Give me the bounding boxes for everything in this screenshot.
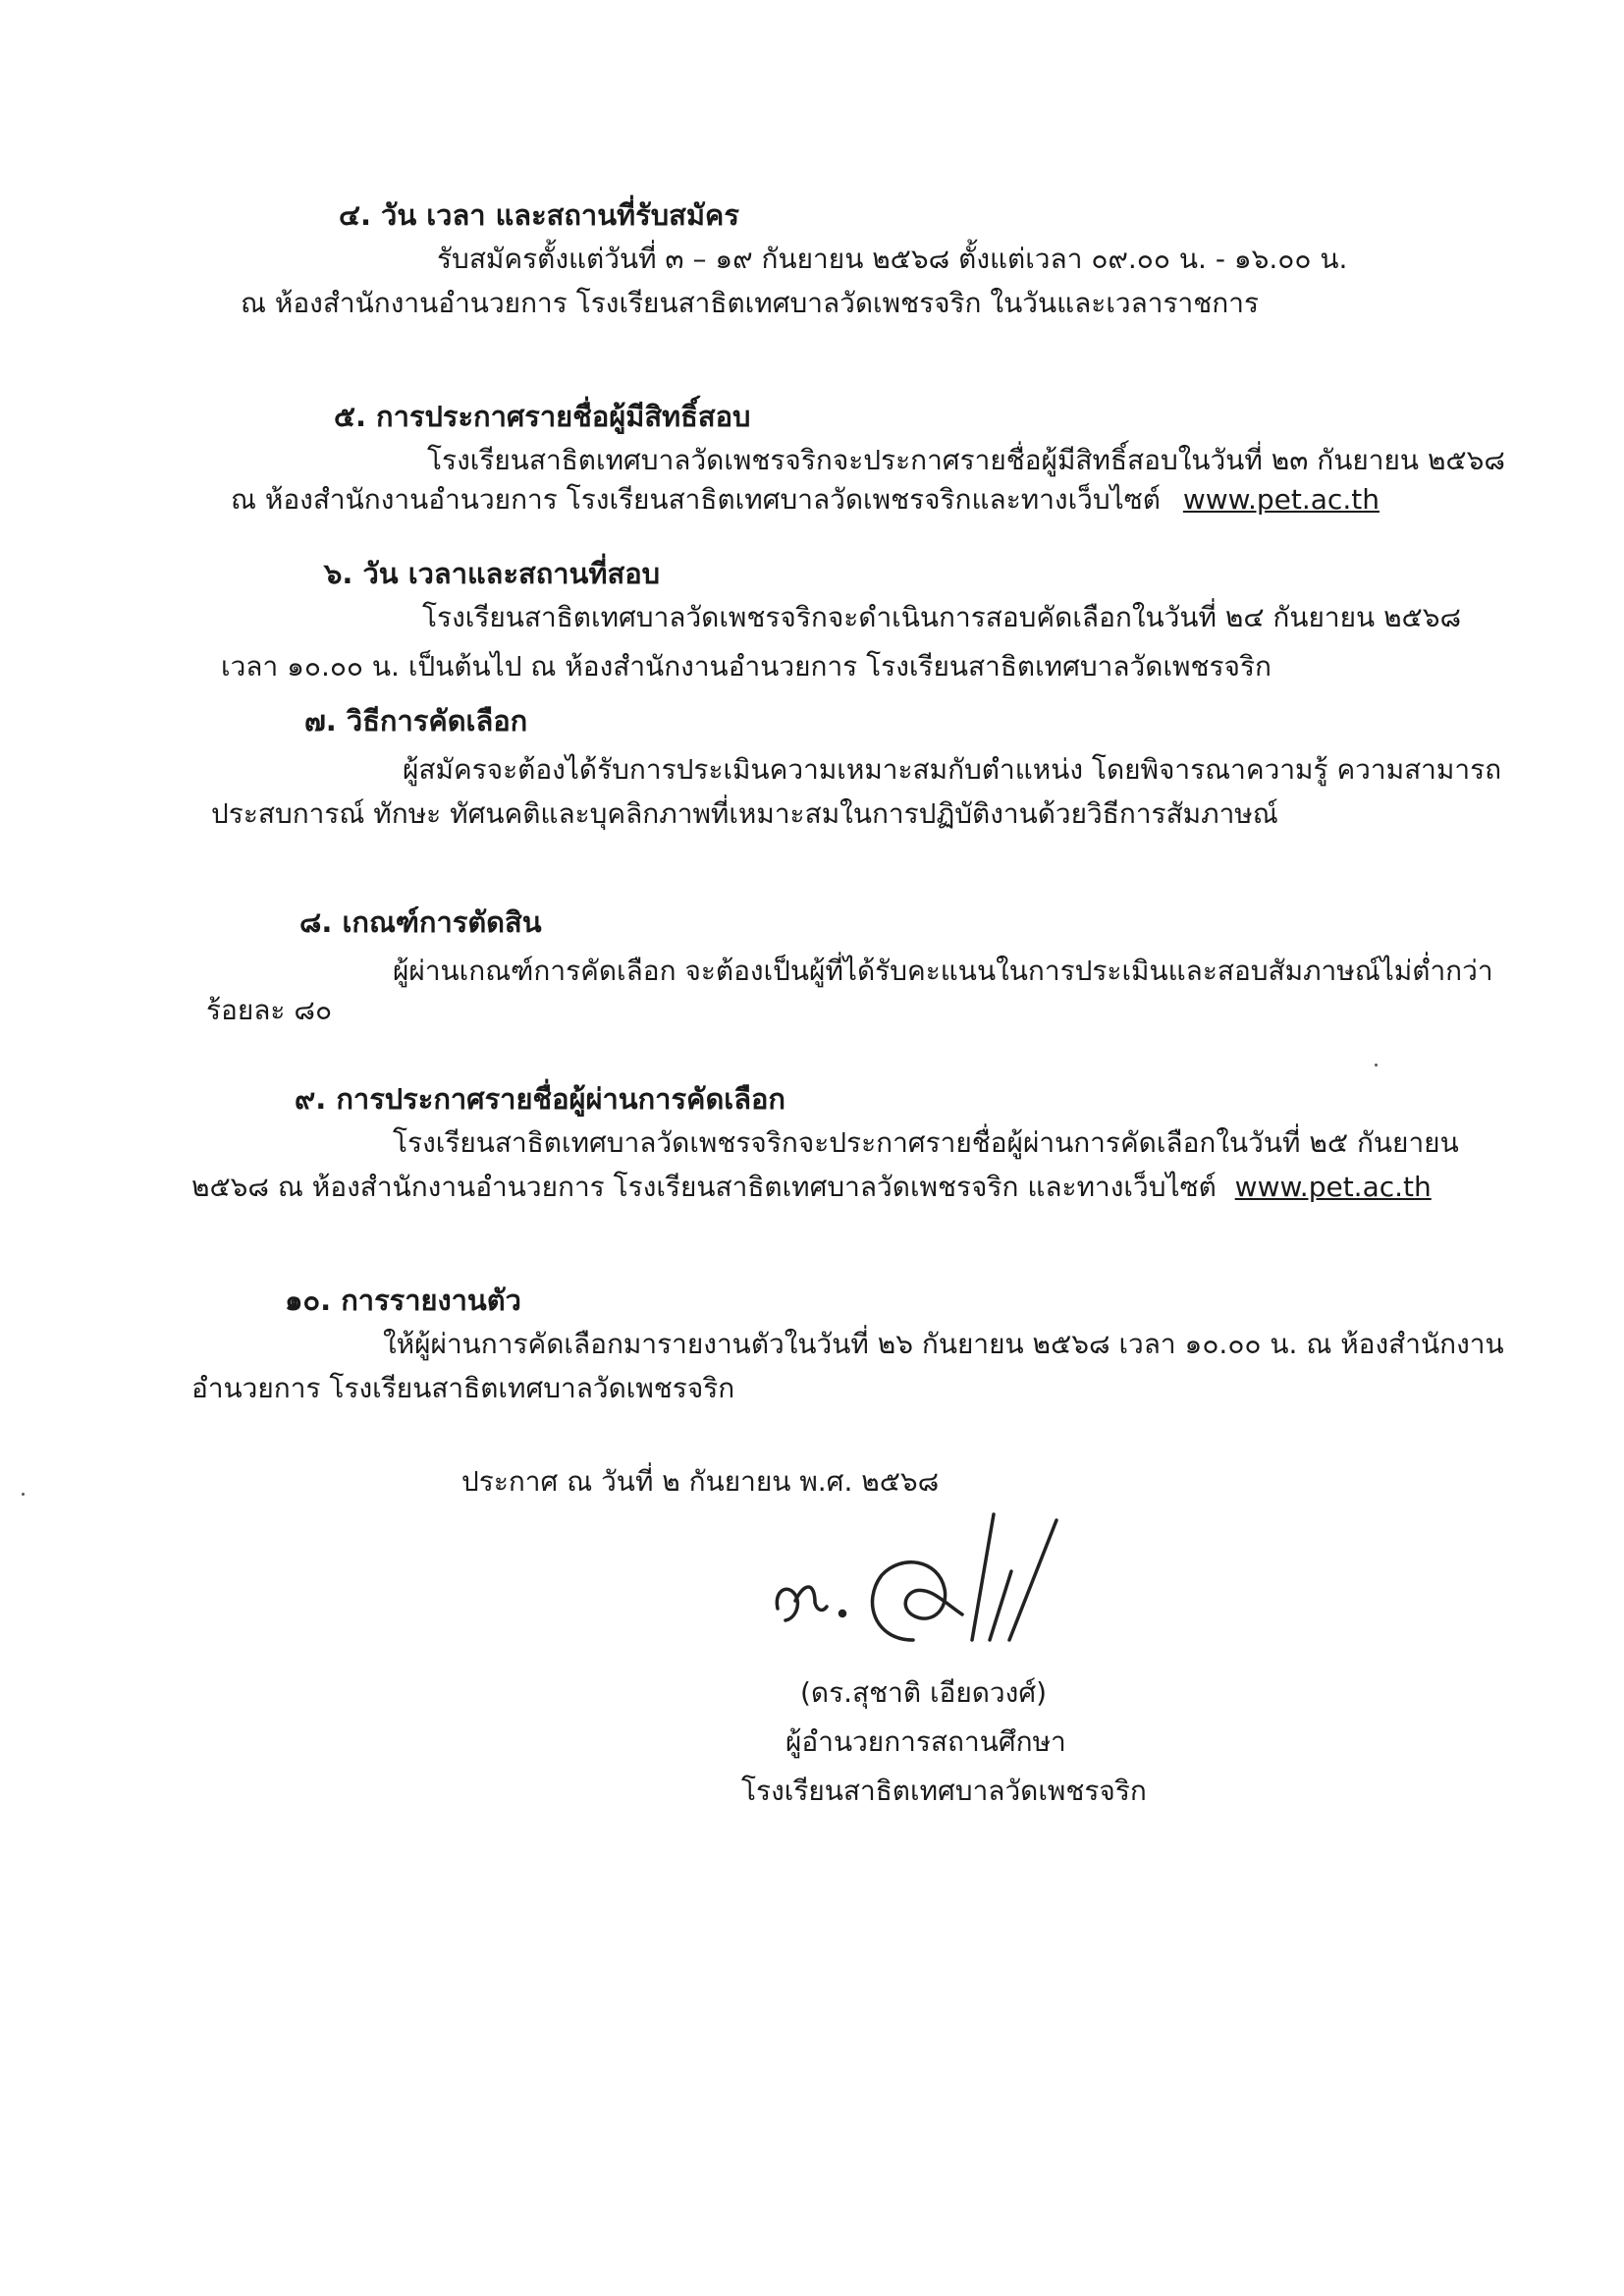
section-7-line-2: ประสบการณ์ ทักษะ ทัศนคติและบุคลิกภาพที่เหมาะสมในการปฏิบัติงานด้วยวิธีการสัมภาษณ์ [211, 797, 1278, 830]
section-4-heading: ๔. วัน เวลา และสถานที่รับสมัคร [339, 198, 739, 232]
section-10-heading: ๑๐. การรายงานตัว [285, 1284, 521, 1317]
section-9-line-2 [191, 1171, 1432, 1203]
section-9-line-1: โรงเรียนสาธิตเทศบาลวัดเพชรจริกจะประกาศรายชื่อผู้ผ่านการคัดเลือกในวันที่ ๒๕ กันยายน [393, 1126, 1459, 1159]
section-6-line-2: เวลา ๑๐.๐๐ น. เป็นต้นไป ณ ห้องสำนักงานอำนวยการ โรงเรียนสาธิตเทศบาลวัดเพชรจริก [221, 650, 1272, 683]
section-10-line-2: อำนวยการ โรงเรียนสาธิตเทศบาลวัดเพชรจริก [191, 1372, 735, 1404]
website-link[interactable]: www.pet.ac.th [1182, 483, 1380, 516]
section-4-line-2: ณ ห้องสำนักงานอำนวยการ โรงเรียนสาธิตเทศบาลวัดเพชรจริก ในวันและเวลาราชการ [241, 287, 1259, 319]
section-7-line-1: ผู้สมัครจะต้องได้รับการประเมินความเหมาะสมกับตำแหน่ง โดยพิจารณาความรู้ ความสามารถ [403, 753, 1502, 786]
section-10-line-1: ให้ผู้ผ่านการคัดเลือกมารายงานตัวในวันที่ ๒๖ กันยายน ๒๕๖๘ เวลา ๑๐.๐๐ น. ณ ห้องสำนักงาน [383, 1328, 1504, 1360]
section-5-line-2 [231, 483, 1380, 516]
section-5-line-1: โรงเรียนสาธิตเทศบาลวัดเพชรจริกจะประกาศรายชื่อผู้มีสิทธิ์สอบในวันที่ ๒๓ กันยายน ๒๕๖๘ [427, 444, 1505, 476]
section-8-line-2: ร้อยละ ๘๐ [206, 994, 333, 1026]
section-5-heading: ๕. การประกาศรายชื่อผู้มีสิทธิ์สอบ [334, 400, 751, 433]
section-8-line-1: ผู้ผ่านเกณฑ์การคัดเลือก จะต้องเป็นผู้ที่ได้รับคะแนนในการประเมินและสอบสัมภาษณ์ไม่ต่ำกว่า [393, 955, 1493, 987]
section-5-line-2-text: ณ ห้องสำนักงานอำนวยการ โรงเรียนสาธิตเทศบาลวัดเพชรจริกและทางเว็บไซต์ [231, 483, 1161, 516]
section-6-line-1: โรงเรียนสาธิตเทศบาลวัดเพชรจริกจะดำเนินการสอบคัดเลือกในวันที่ ๒๔ กันยายน ๒๕๖๘ [422, 601, 1462, 633]
scan-speck [22, 1493, 25, 1496]
section-9-line-2-text: ๒๕๖๘ ณ ห้องสำนักงานอำนวยการ โรงเรียนสาธิตเทศบาลวัดเพชรจริก และทางเว็บไซต์ [191, 1171, 1217, 1203]
section-6-heading: ๖. วัน เวลาและสถานที่สอบ [324, 557, 661, 590]
scan-speck [1375, 1064, 1378, 1066]
signatory-position: ผู้อำนวยการสถานศึกษา [785, 1725, 1066, 1758]
section-9-heading: ๙. การประกาศรายชื่อผู้ผ่านการคัดเลือก [295, 1082, 785, 1116]
announcement-date: ประกาศ ณ วันที่ ๒ กันยายน พ.ศ. ๒๕๖๘ [461, 1465, 940, 1498]
signature-image [766, 1493, 1100, 1669]
section-4-line-1: รับสมัครตั้งแต่วันที่ ๓ – ๑๙ กันยายน ๒๕๖๘ ตั้งแต่เวลา ๐๙.๐๐ น. - ๑๖.๐๐ น. [437, 243, 1348, 275]
section-8-heading: ๘. เกณฑ์การตัดสิน [299, 905, 542, 939]
signatory-name: (ดร.สุชาติ เอียดวงศ์) [800, 1676, 1048, 1709]
website-link[interactable]: www.pet.ac.th [1234, 1171, 1432, 1203]
section-7-heading: ๗. วิธีการคัดเลือก [304, 704, 528, 738]
signatory-organization: โรงเรียนสาธิตเทศบาลวัดเพชรจริก [741, 1775, 1147, 1807]
